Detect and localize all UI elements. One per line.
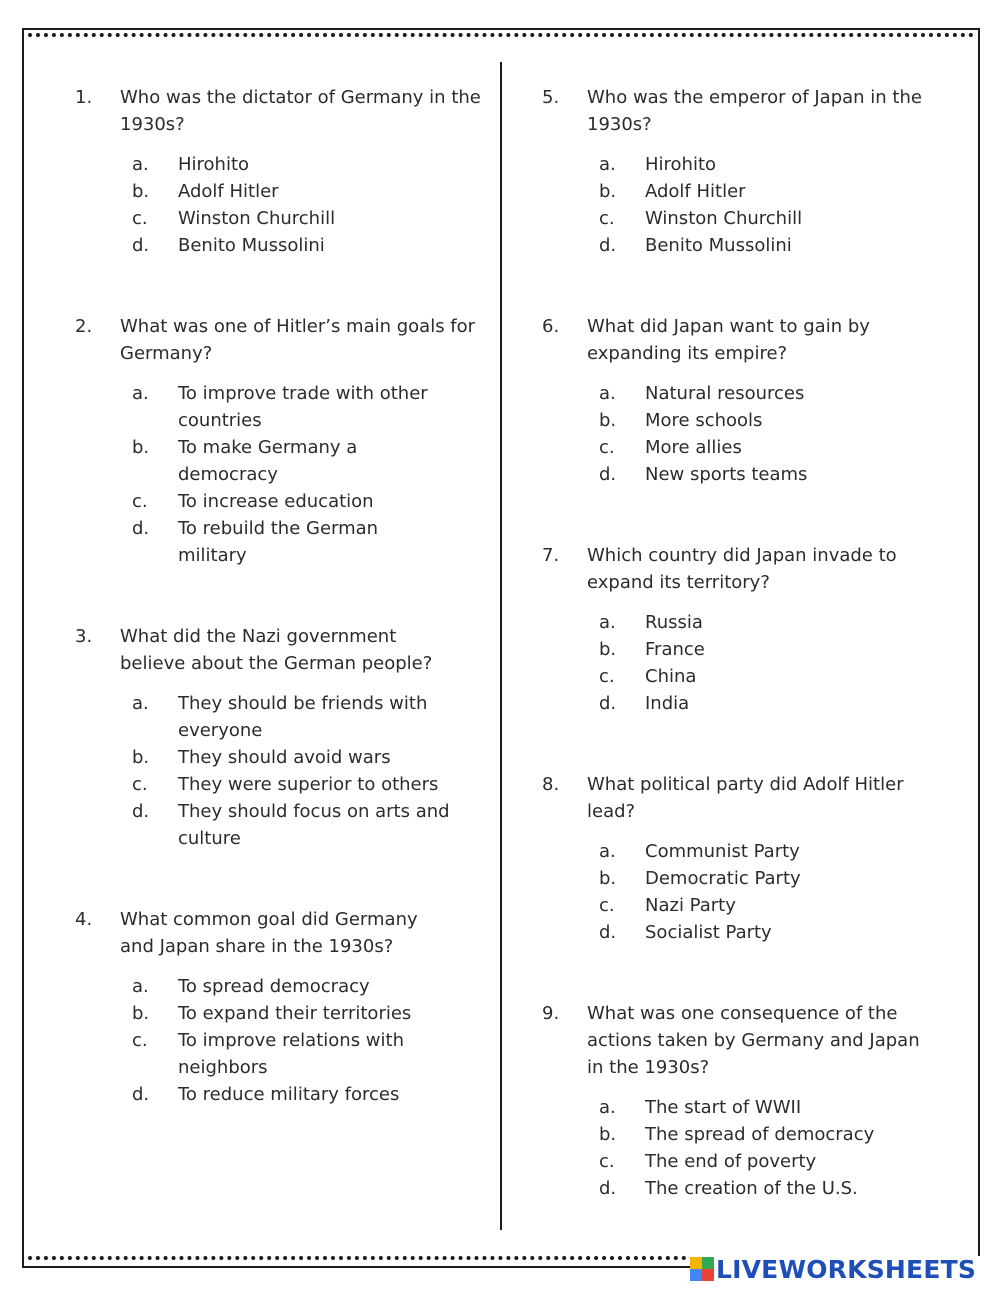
option-letter: d. [132, 1084, 150, 1105]
answer-option[interactable] [542, 151, 957, 178]
option-letter: b. [599, 1124, 617, 1145]
logo-square-3 [690, 1269, 702, 1281]
option-text: Winston Churchill [645, 208, 803, 229]
right-column [542, 84, 957, 1202]
option-letter: b. [599, 410, 617, 431]
option-letter: c. [599, 895, 615, 916]
answer-option[interactable] [75, 205, 490, 232]
answer-option[interactable] [542, 690, 957, 717]
question-number: 7. [542, 545, 560, 566]
answer-option[interactable] [542, 1148, 957, 1175]
option-text: To spread democracy [178, 976, 370, 997]
option-text: More schools [645, 410, 763, 431]
question-number: 2. [75, 316, 93, 337]
option-letter: c. [132, 774, 148, 795]
answer-option[interactable] [75, 380, 490, 434]
option-text: They should be friends with everyone [178, 693, 428, 741]
answer-option[interactable] [75, 488, 490, 515]
option-text: Natural resources [645, 383, 805, 404]
answer-option[interactable] [542, 838, 957, 865]
logo-square-2 [702, 1257, 714, 1269]
option-letter: c. [132, 1030, 148, 1051]
option-text: The start of WWII [645, 1097, 802, 1118]
option-letter: d. [599, 235, 617, 256]
option-letter: d. [599, 922, 617, 943]
question-text: What did Japan want to gain by expanding its empire? [587, 316, 870, 364]
option-text: Russia [645, 612, 703, 633]
option-text: France [645, 639, 705, 660]
option-text: To reduce military forces [178, 1084, 400, 1105]
option-text: They should focus on arts and culture [178, 801, 450, 849]
option-letter: b. [132, 181, 150, 202]
option-text: Nazi Party [645, 895, 736, 916]
option-letter: a. [132, 693, 149, 714]
answer-option[interactable] [542, 892, 957, 919]
question-number: 5. [542, 87, 560, 108]
option-text: More allies [645, 437, 742, 458]
option-letter: a. [132, 154, 149, 175]
answer-option[interactable] [75, 1027, 490, 1081]
option-text: They should avoid wars [178, 747, 391, 768]
option-letter: c. [599, 208, 615, 229]
option-letter: b. [132, 437, 150, 458]
option-text: Hirohito [645, 154, 717, 175]
option-letter: a. [599, 154, 616, 175]
answer-option[interactable] [542, 380, 957, 407]
question-number: 9. [542, 1003, 560, 1024]
question-3 [75, 623, 490, 852]
question-text: Who was the emperor of Japan in the 1930s? [587, 87, 922, 135]
option-letter: a. [132, 383, 149, 404]
answer-option[interactable] [542, 205, 957, 232]
question-text: What was one consequence of the actions taken by Germany and Japan in the 1930s? [587, 1003, 920, 1078]
logo-square-4 [702, 1269, 714, 1281]
answer-option[interactable] [75, 151, 490, 178]
left-column [75, 84, 490, 1108]
option-text: Adolf Hitler [645, 181, 746, 202]
question-number: 3. [75, 626, 93, 647]
liveworksheets-logo-icon [690, 1257, 714, 1281]
option-letter: b. [599, 181, 617, 202]
column-divider [500, 62, 502, 1230]
answer-option[interactable] [75, 515, 490, 569]
option-letter: b. [132, 1003, 150, 1024]
question-6 [542, 313, 957, 488]
answer-option[interactable] [542, 609, 957, 636]
answer-option[interactable] [75, 178, 490, 205]
option-text: Democratic Party [645, 868, 801, 889]
option-letter: d. [599, 464, 617, 485]
answer-option[interactable] [542, 232, 957, 259]
answer-option[interactable] [75, 973, 490, 1000]
option-letter: a. [599, 612, 616, 633]
answer-option[interactable] [542, 919, 957, 946]
option-letter: c. [599, 437, 615, 458]
option-text: To improve trade with other countries [178, 383, 428, 431]
answer-option[interactable] [542, 407, 957, 434]
option-text: Socialist Party [645, 922, 772, 943]
question-5 [542, 84, 957, 259]
question-text: What was one of Hitler’s main goals for Germany? [120, 316, 476, 364]
option-text: Winston Churchill [178, 208, 336, 229]
option-letter: c. [132, 208, 148, 229]
option-letter: a. [132, 976, 149, 997]
option-text: To increase education [178, 491, 374, 512]
option-text: New sports teams [645, 464, 808, 485]
question-text: What did the Nazi government believe about the German people? [120, 626, 433, 674]
option-text: Benito Mussolini [645, 235, 792, 256]
option-text: China [645, 666, 697, 687]
option-letter: c. [132, 491, 148, 512]
option-letter: a. [599, 383, 616, 404]
dotted-border-top [28, 33, 974, 37]
question-9 [542, 1000, 957, 1202]
question-text: Who was the dictator of Germany in the 1930s? [120, 87, 481, 135]
question-number: 6. [542, 316, 560, 337]
answer-option[interactable] [75, 232, 490, 259]
answer-option[interactable] [75, 1081, 490, 1108]
question-number: 1. [75, 87, 93, 108]
option-text: To improve relations with neighbors [178, 1030, 404, 1078]
option-text: Benito Mussolini [178, 235, 325, 256]
option-letter: d. [132, 235, 150, 256]
question-number: 4. [75, 909, 93, 930]
logo-square-1 [690, 1257, 702, 1269]
option-letter: a. [599, 1097, 616, 1118]
answer-option[interactable] [542, 178, 957, 205]
option-text: Communist Party [645, 841, 800, 862]
option-letter: a. [599, 841, 616, 862]
answer-option[interactable] [542, 434, 957, 461]
answer-option[interactable] [542, 663, 957, 690]
question-text: Which country did Japan invade to expand its territory? [587, 545, 897, 593]
option-text: The end of poverty [645, 1151, 817, 1172]
option-text: To rebuild the German military [178, 518, 379, 566]
answer-option[interactable] [542, 1175, 957, 1202]
question-7 [542, 542, 957, 717]
question-text: What common goal did Germany and Japan share in the 1930s? [120, 909, 418, 957]
answer-option[interactable] [542, 636, 957, 663]
option-letter: c. [599, 666, 615, 687]
option-letter: b. [599, 639, 617, 660]
question-8 [542, 771, 957, 946]
answer-option[interactable] [542, 865, 957, 892]
option-text: To make Germany a democracy [178, 437, 358, 485]
option-letter: d. [599, 693, 617, 714]
option-letter: b. [132, 747, 150, 768]
logo-text: LIVEWORKSHEETS [716, 1254, 977, 1284]
option-text: To expand their territories [178, 1003, 412, 1024]
answer-option[interactable] [75, 690, 490, 744]
answer-option[interactable] [542, 461, 957, 488]
question-1 [75, 84, 490, 259]
answer-option[interactable] [75, 798, 490, 852]
question-text: What political party did Adolf Hitler lead? [587, 774, 904, 822]
question-number: 8. [542, 774, 560, 795]
option-text: Hirohito [178, 154, 250, 175]
answer-option[interactable] [542, 1121, 957, 1148]
option-letter: b. [599, 868, 617, 889]
answer-option[interactable] [75, 744, 490, 771]
answer-option[interactable] [75, 434, 490, 488]
question-2 [75, 313, 490, 569]
option-letter: d. [132, 801, 150, 822]
option-text: The spread of democracy [645, 1124, 875, 1145]
answer-option[interactable] [542, 1094, 957, 1121]
option-text: Adolf Hitler [178, 181, 279, 202]
option-text: India [645, 693, 690, 714]
answer-option[interactable] [75, 1000, 490, 1027]
answer-option[interactable] [75, 771, 490, 798]
option-letter: c. [599, 1151, 615, 1172]
option-text: They were superior to others [178, 774, 439, 795]
option-text: The creation of the U.S. [645, 1178, 858, 1199]
option-letter: d. [132, 518, 150, 539]
question-4 [75, 906, 490, 1108]
option-letter: d. [599, 1178, 617, 1199]
liveworksheets-logo[interactable] [690, 1256, 982, 1282]
